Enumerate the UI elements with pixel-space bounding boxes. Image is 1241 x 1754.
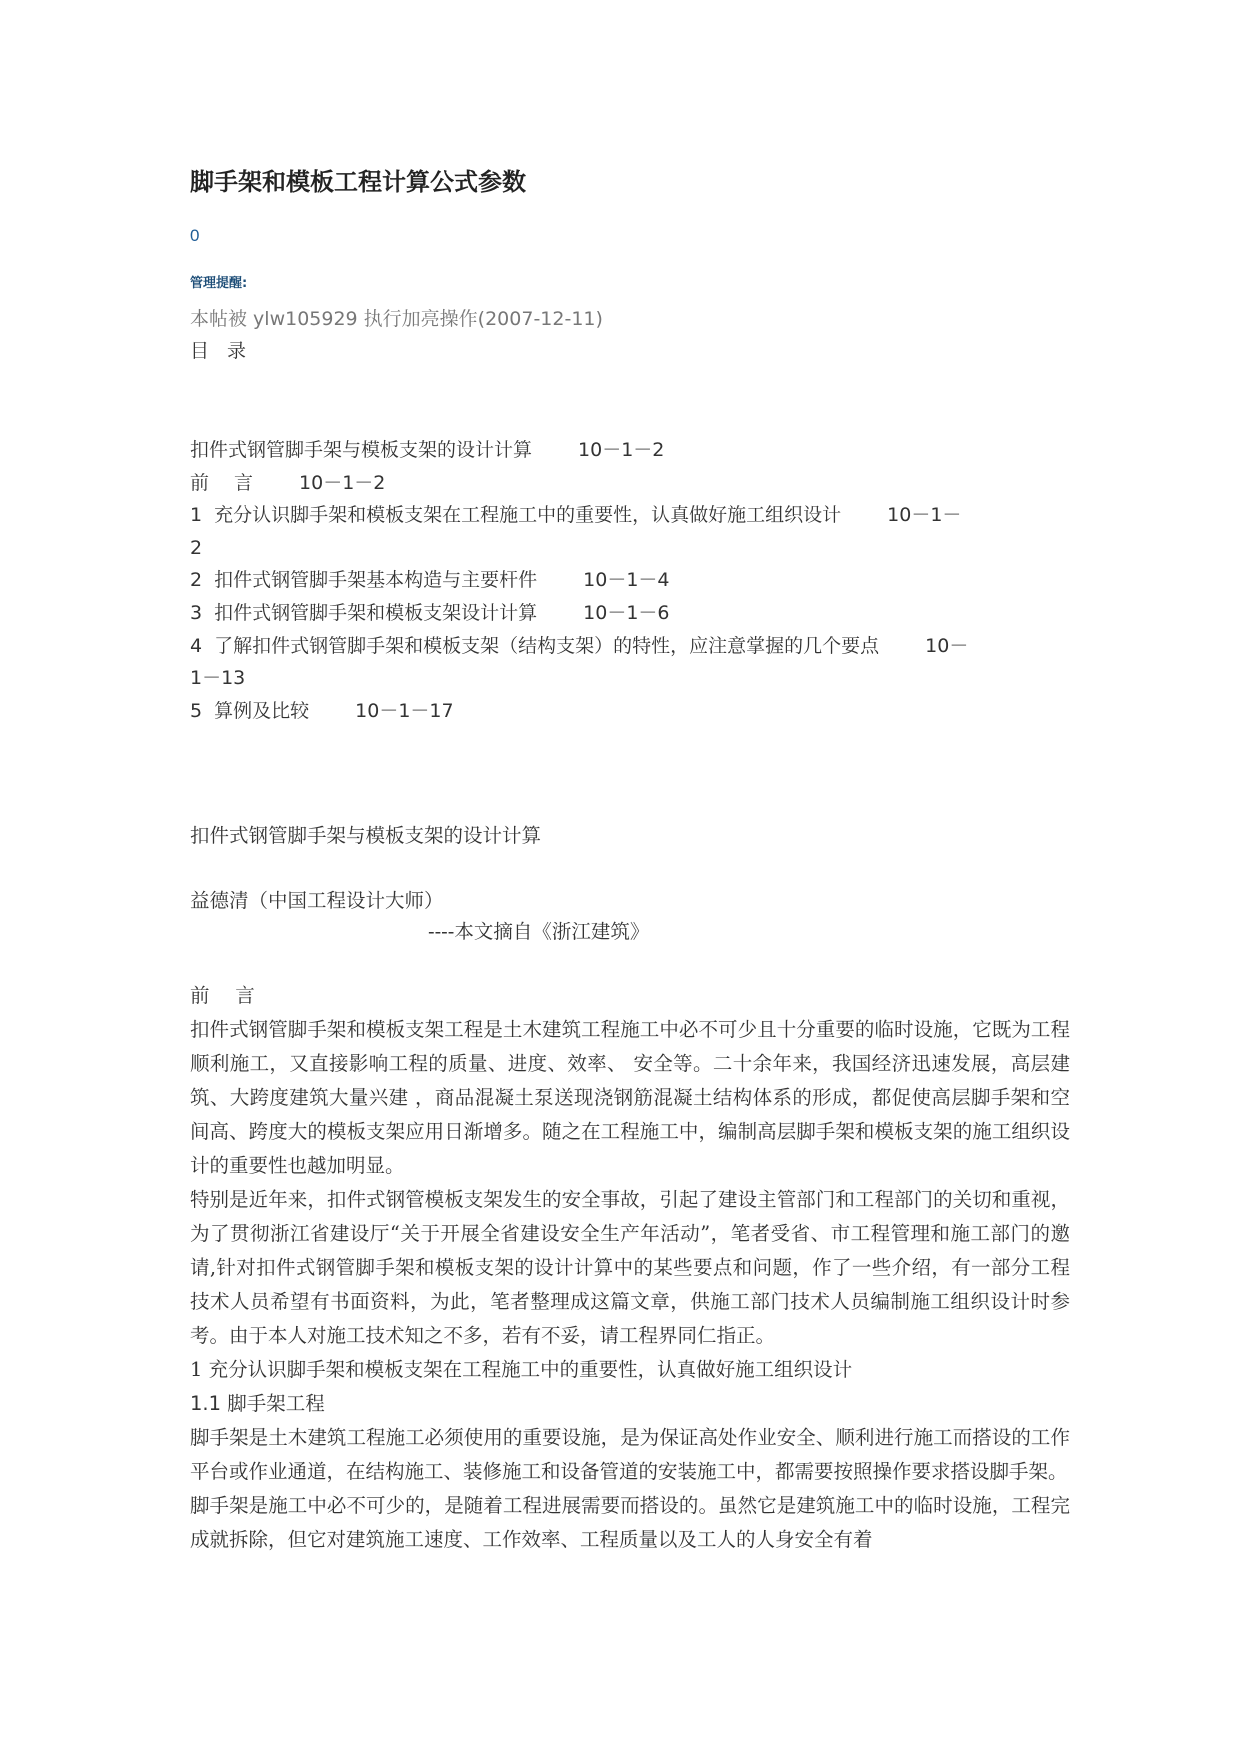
article-author: 益德清（中国工程设计大师） [190, 889, 444, 912]
toc-item-page: 10－1－ [887, 504, 962, 527]
reply-count[interactable]: 0 [190, 226, 200, 245]
paragraph: 脚手架是土木建筑工程施工必须使用的重要设施，是为保证高处作业安全、顺利进行施工而搭设的工作平台或作业通道，在结构施工、装修施工和设备管道的安装施工中，都需要按照操作要求搭设脚手架。 [190, 1426, 1070, 1483]
toc-item-page: 10－1－17 [355, 699, 454, 722]
preface-heading: 前 言 [190, 984, 255, 1007]
toc-item-page: 10－ [925, 634, 969, 657]
toc-item-text: 4 了解扣件式钢管脚手架和模板支架（结构支架）的特性，应注意掌握的几个要点 [190, 634, 880, 657]
toc-item [190, 630, 1070, 663]
document-page [190, 0, 1070, 1754]
table-of-contents [190, 434, 1070, 727]
article-source: ----本文摘自《浙江建筑》 [428, 920, 650, 943]
section-heading: 1 充分认识脚手架和模板支架在工程施工中的重要性，认真做好施工组织设计 [190, 1358, 853, 1381]
toc-item-text: 1 充分认识脚手架和模板支架在工程施工中的重要性，认真做好施工组织设计 [190, 504, 842, 527]
article-title: 扣件式钢管脚手架与模板支架的设计计算 [190, 824, 542, 847]
toc-heading: 目 录 [190, 340, 253, 362]
toc-item-page: 10－1－2 [299, 471, 386, 494]
admin-notice: 本帖被 ylw105929 执行加亮操作(2007-12-11) [190, 308, 603, 330]
toc-item-text: 2 扣件式钢管脚手架基本构造与主要杆件 [190, 569, 538, 592]
toc-item [190, 564, 1070, 597]
toc-item-page: 2 [190, 536, 203, 559]
toc-item-continuation [190, 662, 1070, 695]
toc-item [190, 467, 1070, 500]
paragraph: 特别是近年来，扣件式钢管模板支架发生的安全事故，引起了建设主管部门和工程部门的关切和重视，为了贯彻浙江省建设厅“关于开展全省建设安全生产年活动”，笔者受省、市工程管理和施工部门的邀请,针对扣件式钢管脚手架和模板支架的设计计算中的某些要点和问题，作了一些介绍，有一部分工程技术人员希望有书面资料，为此，笔者整理成这篇文章，供施工部门技术人员编制施工组织设计时参考。由于本人对施工技术知之不多，若有不妥，请工程界同仁指正。 [190, 1188, 1070, 1347]
article-body [190, 1013, 1070, 1557]
toc-item-text: 扣件式钢管脚手架与模板支架的设计计算 [190, 439, 533, 461]
paragraph: 脚手架是施工中必不可少的，是随着工程进展需要而搭设的。虽然它是建筑施工中的临时设施，工程完成就拆除，但它对建筑施工速度、工作效率、工程质量以及工人的人身安全有着 [190, 1494, 1070, 1551]
post-title: 脚手架和模板工程计算公式参数 [190, 168, 526, 196]
toc-item-page: 1－13 [190, 667, 246, 690]
toc-item-page: 10－1－2 [578, 439, 665, 461]
subsection-heading: 1.1 脚手架工程 [190, 1392, 325, 1415]
toc-item-text: 5 算例及比较 [190, 699, 310, 722]
paragraph: 扣件式钢管脚手架和模板支架工程是土木建筑工程施工中必不可少且十分重要的临时设施，它既为工程顺利施工，又直接影响工程的质量、进度、效率、 安全等。二十余年来，我国经济迅速发展，高层建筑、大跨度建筑大量兴建 ，商品混凝土泵送现浇钢筋混凝土结构体系的形成，都促使高层脚手架和空间高、跨度大的模板支架应用日渐增多。随之在工程施工中，编制高层脚手架和模板支架的施工组织设计的重要性也越加明显。 [190, 1018, 1070, 1177]
toc-item [190, 695, 1070, 728]
toc-item [190, 434, 1070, 467]
toc-item-continuation [190, 532, 1070, 565]
toc-item [190, 597, 1070, 630]
admin-notice-label: 管理提醒: [190, 276, 248, 291]
toc-item-text: 3 扣件式钢管脚手架和模板支架设计计算 [190, 601, 538, 624]
toc-item-text: 前 言 [190, 471, 254, 494]
toc-item [190, 499, 1070, 532]
toc-item-page: 10－1－4 [583, 569, 670, 592]
toc-item-page: 10－1－6 [583, 601, 670, 624]
